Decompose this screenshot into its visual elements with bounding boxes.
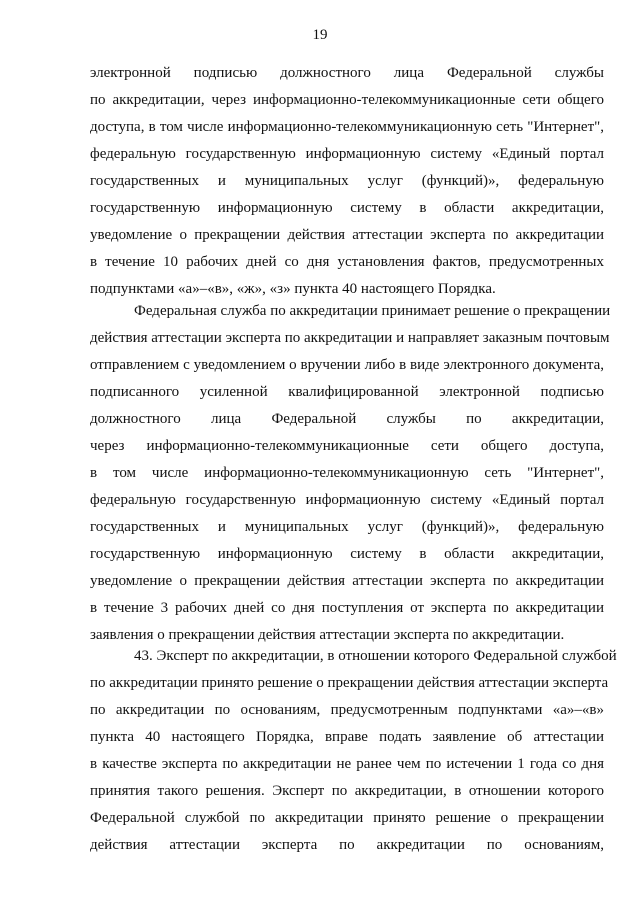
text-line: в том числе информационно-телекоммуникационную сеть "Интернет", xyxy=(90,465,604,481)
text-line: пункта 40 настоящего Порядка, вправе подать заявление об аттестации xyxy=(90,729,604,745)
text-line: государственных и муниципальных услуг (функций)», федеральную xyxy=(90,519,604,535)
text-line: отправлением с уведомлением о вручении либо в виде электронного документа, xyxy=(90,357,604,373)
paragraph-federal-service-decision xyxy=(90,298,611,649)
text-line: через информационно-телекоммуникационные сети общего доступа, xyxy=(90,438,604,454)
text-line: в течение 10 рабочих дней со дня установления фактов, предусмотренных xyxy=(90,254,604,270)
text-line: 43. Эксперт по аккредитации, в отношении которого Федеральной службой xyxy=(134,648,617,664)
text-line: в качестве эксперта по аккредитации не ранее чем по истечении 1 года со дня xyxy=(90,756,604,772)
text-line: государственных и муниципальных услуг (функций)», федеральную xyxy=(90,173,604,189)
text-line: должностного лица Федеральной службы по аккредитации, xyxy=(90,411,604,427)
text-line: федеральную государственную информационную систему «Единый портал xyxy=(90,492,604,508)
paragraph-item-43 xyxy=(90,643,617,859)
text-line: федеральную государственную информационную систему «Единый портал xyxy=(90,146,604,162)
text-line: Федеральная служба по аккредитации принимает решение о прекращении xyxy=(134,303,611,319)
paragraph-continuation xyxy=(90,60,604,303)
text-line: в течение 3 рабочих дней со дня поступления от эксперта по аккредитации xyxy=(90,600,604,616)
text-line: уведомление о прекращении действия аттестации эксперта по аккредитации xyxy=(90,227,604,243)
text-line: Федеральной службой по аккредитации принято решение о прекращении xyxy=(90,810,604,826)
text-line: доступа, в том числе информационно-телекоммуникационную сеть "Интернет", xyxy=(90,119,604,135)
text-line: по аккредитации принято решение о прекращении действия аттестации эксперта xyxy=(90,675,609,691)
text-line: принятия такого решения. Эксперт по аккредитации, в отношении которого xyxy=(90,783,604,799)
text-line: электронной подписью должностного лица Федеральной службы xyxy=(90,65,604,81)
text-line: подписанного усиленной квалифицированной электронной подписью xyxy=(90,384,604,400)
text-line: действия аттестации эксперта по аккредитации и направляет заказным почтовым xyxy=(90,330,610,346)
text-line: подпунктами «а»–«в», «ж», «з» пункта 40 настоящего Порядка. xyxy=(90,281,496,297)
page-number: 19 xyxy=(312,27,328,43)
text-line: государственную информационную систему в области аккредитации, xyxy=(90,200,604,216)
text-line: действия аттестации эксперта по аккредитации по основаниям, xyxy=(90,837,604,853)
text-line: государственную информационную систему в области аккредитации, xyxy=(90,546,604,562)
text-line: заявления о прекращении действия аттестации эксперта по аккредитации. xyxy=(90,627,565,643)
text-line: по аккредитации, через информационно-телекоммуникационные сети общего xyxy=(90,92,604,108)
text-line: уведомление о прекращении действия аттестации эксперта по аккредитации xyxy=(90,573,604,589)
text-line: по аккредитации по основаниям, предусмотренным подпунктами «а»–«в» xyxy=(90,702,604,718)
